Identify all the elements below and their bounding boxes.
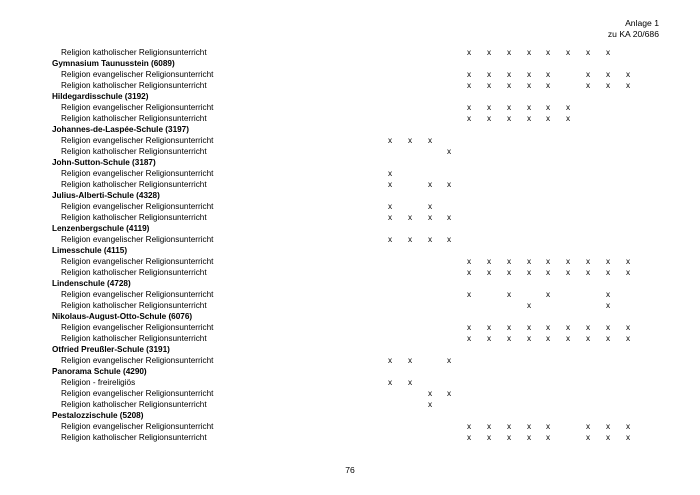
- mark-x: x: [466, 268, 472, 277]
- mark-x: x: [387, 235, 393, 244]
- mark-x: x: [545, 334, 551, 343]
- mark-x: x: [506, 114, 512, 123]
- mark-x: x: [486, 268, 492, 277]
- mark-x: x: [526, 301, 532, 310]
- mark-x: x: [545, 290, 551, 299]
- subject-label: Religion evangelischer Religionsunterricht: [61, 202, 214, 211]
- subject-label: Religion - freireligiös: [61, 378, 136, 387]
- subject-label: Religion katholischer Religionsunterricht: [61, 400, 207, 409]
- school-row: [52, 344, 652, 355]
- mark-x: x: [605, 290, 611, 299]
- subject-row: [52, 80, 652, 91]
- mark-x: x: [526, 70, 532, 79]
- school-row: [52, 410, 652, 421]
- mark-x: x: [625, 81, 631, 90]
- subject-row: [52, 399, 652, 410]
- mark-x: x: [545, 422, 551, 431]
- mark-x: x: [565, 323, 571, 332]
- school-row: [52, 157, 652, 168]
- subject-label: Religion katholischer Religionsunterricht: [61, 334, 207, 343]
- mark-x: x: [605, 48, 611, 57]
- mark-x: x: [585, 433, 591, 442]
- mark-x: x: [506, 81, 512, 90]
- mark-x: x: [545, 433, 551, 442]
- school-name: Lenzenbergschule (4119): [52, 224, 150, 233]
- mark-x: x: [506, 422, 512, 431]
- annex-label: Anlage 1: [625, 18, 659, 28]
- subject-row: [52, 267, 652, 278]
- mark-x: x: [506, 103, 512, 112]
- school-row: [52, 223, 652, 234]
- mark-x: x: [625, 70, 631, 79]
- mark-x: x: [466, 70, 472, 79]
- mark-x: x: [446, 147, 452, 156]
- mark-x: x: [545, 103, 551, 112]
- mark-x: x: [446, 389, 452, 398]
- mark-x: x: [387, 136, 393, 145]
- page-number: 76: [345, 465, 355, 475]
- school-name: Gymnasium Taunusstein (6089): [52, 59, 175, 68]
- mark-x: x: [526, 323, 532, 332]
- mark-x: x: [466, 48, 472, 57]
- subject-row: [52, 256, 652, 267]
- mark-x: x: [466, 114, 472, 123]
- school-name: Johannes-de-Laspée-Schule (3197): [52, 125, 189, 134]
- mark-x: x: [565, 103, 571, 112]
- mark-x: x: [625, 433, 631, 442]
- mark-x: x: [625, 257, 631, 266]
- subject-label: Religion katholischer Religionsunterricht: [61, 433, 207, 442]
- mark-x: x: [565, 334, 571, 343]
- school-row: [52, 124, 652, 135]
- mark-x: x: [407, 235, 413, 244]
- mark-x: x: [427, 400, 433, 409]
- mark-x: x: [605, 257, 611, 266]
- mark-x: x: [625, 422, 631, 431]
- subject-row: [52, 212, 652, 223]
- mark-x: x: [605, 323, 611, 332]
- mark-x: x: [387, 378, 393, 387]
- school-row: [52, 278, 652, 289]
- mark-x: x: [466, 323, 472, 332]
- mark-x: x: [605, 433, 611, 442]
- mark-x: x: [407, 378, 413, 387]
- mark-x: x: [526, 48, 532, 57]
- mark-x: x: [545, 323, 551, 332]
- mark-x: x: [545, 48, 551, 57]
- mark-x: x: [506, 323, 512, 332]
- mark-x: x: [585, 70, 591, 79]
- mark-x: x: [545, 70, 551, 79]
- mark-x: x: [486, 433, 492, 442]
- school-row: [52, 91, 652, 102]
- mark-x: x: [446, 180, 452, 189]
- mark-x: x: [446, 356, 452, 365]
- mark-x: x: [506, 268, 512, 277]
- page-header: [608, 18, 659, 40]
- school-name: John-Sutton-Schule (3187): [52, 158, 156, 167]
- mark-x: x: [526, 433, 532, 442]
- mark-x: x: [466, 422, 472, 431]
- mark-x: x: [526, 81, 532, 90]
- school-row: [52, 311, 652, 322]
- school-row: [52, 58, 652, 69]
- mark-x: x: [585, 257, 591, 266]
- mark-x: x: [466, 81, 472, 90]
- mark-x: x: [526, 114, 532, 123]
- mark-x: x: [486, 257, 492, 266]
- mark-x: x: [486, 70, 492, 79]
- school-name: Lindenschule (4728): [52, 279, 131, 288]
- mark-x: x: [407, 136, 413, 145]
- mark-x: x: [506, 290, 512, 299]
- mark-x: x: [486, 422, 492, 431]
- mark-x: x: [387, 213, 393, 222]
- mark-x: x: [466, 257, 472, 266]
- subject-label: Religion katholischer Religionsunterricht: [61, 147, 207, 156]
- school-name: Pestalozzischule (5208): [52, 411, 144, 420]
- mark-x: x: [545, 268, 551, 277]
- subject-row: [52, 146, 652, 157]
- mark-x: x: [486, 103, 492, 112]
- mark-x: x: [486, 323, 492, 332]
- mark-x: x: [387, 169, 393, 178]
- mark-x: x: [565, 114, 571, 123]
- subject-row: [52, 333, 652, 344]
- subject-label: Religion evangelischer Religionsunterricht: [61, 356, 214, 365]
- subject-row: [52, 300, 652, 311]
- mark-x: x: [545, 257, 551, 266]
- mark-x: x: [427, 202, 433, 211]
- mark-x: x: [605, 301, 611, 310]
- mark-x: x: [526, 334, 532, 343]
- school-name: Nikolaus-August-Otto-Schule (6076): [52, 312, 193, 321]
- subject-label: Religion katholischer Religionsunterricht: [61, 268, 207, 277]
- mark-x: x: [585, 81, 591, 90]
- subject-row: [52, 377, 652, 388]
- mark-x: x: [585, 48, 591, 57]
- mark-x: x: [466, 290, 472, 299]
- mark-x: x: [427, 180, 433, 189]
- subject-row: [52, 135, 652, 146]
- school-table: [52, 47, 652, 443]
- mark-x: x: [466, 334, 472, 343]
- mark-x: x: [526, 257, 532, 266]
- school-name: Hildegardisschule (3192): [52, 92, 149, 101]
- subject-label: Religion katholischer Religionsunterricht: [61, 114, 207, 123]
- mark-x: x: [625, 268, 631, 277]
- mark-x: x: [486, 48, 492, 57]
- subject-row: [52, 201, 652, 212]
- subject-label: Religion evangelischer Religionsunterricht: [61, 290, 214, 299]
- subject-label: Religion evangelischer Religionsunterricht: [61, 235, 214, 244]
- mark-x: x: [585, 323, 591, 332]
- mark-x: x: [486, 81, 492, 90]
- mark-x: x: [506, 433, 512, 442]
- school-name: Limesschule (4115): [52, 246, 128, 255]
- mark-x: x: [565, 268, 571, 277]
- mark-x: x: [387, 202, 393, 211]
- subject-label: Religion katholischer Religionsunterricht: [61, 81, 207, 90]
- subject-row: [52, 322, 652, 333]
- school-name: Otfried Preußler-Schule (3191): [52, 345, 170, 354]
- mark-x: x: [585, 268, 591, 277]
- mark-x: x: [585, 422, 591, 431]
- reference-label: zu KA 20/686: [607, 29, 659, 39]
- mark-x: x: [565, 257, 571, 266]
- mark-x: x: [446, 235, 452, 244]
- school-name: Panorama Schule (4290): [52, 367, 147, 376]
- mark-x: x: [466, 433, 472, 442]
- subject-row: [52, 47, 652, 58]
- subject-row: [52, 388, 652, 399]
- subject-row: [52, 432, 652, 443]
- mark-x: x: [545, 114, 551, 123]
- mark-x: x: [545, 81, 551, 90]
- mark-x: x: [427, 235, 433, 244]
- mark-x: x: [466, 103, 472, 112]
- mark-x: x: [486, 334, 492, 343]
- school-row: [52, 190, 652, 201]
- mark-x: x: [407, 213, 413, 222]
- mark-x: x: [506, 257, 512, 266]
- subject-label: Religion evangelischer Religionsunterricht: [61, 169, 214, 178]
- mark-x: x: [407, 356, 413, 365]
- subject-label: Religion evangelischer Religionsunterricht: [61, 70, 214, 79]
- subject-label: Religion evangelischer Religionsunterricht: [61, 422, 214, 431]
- subject-label: Religion evangelischer Religionsunterricht: [61, 103, 214, 112]
- mark-x: x: [585, 334, 591, 343]
- mark-x: x: [526, 103, 532, 112]
- subject-row: [52, 168, 652, 179]
- subject-row: [52, 355, 652, 366]
- subject-row: [52, 113, 652, 124]
- subject-row: [52, 179, 652, 190]
- subject-label: Religion evangelischer Religionsunterricht: [61, 323, 214, 332]
- mark-x: x: [387, 356, 393, 365]
- subject-label: Religion evangelischer Religionsunterricht: [61, 257, 214, 266]
- subject-label: Religion evangelischer Religionsunterricht: [61, 389, 214, 398]
- subject-row: [52, 421, 652, 432]
- mark-x: x: [387, 180, 393, 189]
- subject-row: [52, 289, 652, 300]
- mark-x: x: [605, 70, 611, 79]
- school-name: Julius-Alberti-Schule (4328): [52, 191, 160, 200]
- mark-x: x: [625, 323, 631, 332]
- mark-x: x: [605, 81, 611, 90]
- subject-label: Religion katholischer Religionsunterricht: [61, 180, 207, 189]
- subject-row: [52, 69, 652, 80]
- subject-row: [52, 234, 652, 245]
- mark-x: x: [526, 268, 532, 277]
- subject-row: [52, 102, 652, 113]
- mark-x: x: [506, 48, 512, 57]
- mark-x: x: [506, 334, 512, 343]
- mark-x: x: [427, 213, 433, 222]
- mark-x: x: [506, 70, 512, 79]
- school-row: [52, 366, 652, 377]
- subject-label: Religion evangelischer Religionsunterricht: [61, 136, 214, 145]
- mark-x: x: [565, 48, 571, 57]
- subject-label: Religion katholischer Religionsunterricht: [61, 213, 207, 222]
- mark-x: x: [605, 268, 611, 277]
- mark-x: x: [625, 334, 631, 343]
- mark-x: x: [427, 389, 433, 398]
- mark-x: x: [427, 136, 433, 145]
- school-row: [52, 245, 652, 256]
- mark-x: x: [486, 114, 492, 123]
- subject-label: Religion katholischer Religionsunterricht: [61, 301, 207, 310]
- mark-x: x: [605, 422, 611, 431]
- mark-x: x: [446, 213, 452, 222]
- subject-label: Religion katholischer Religionsunterricht: [61, 48, 207, 57]
- mark-x: x: [605, 334, 611, 343]
- mark-x: x: [526, 422, 532, 431]
